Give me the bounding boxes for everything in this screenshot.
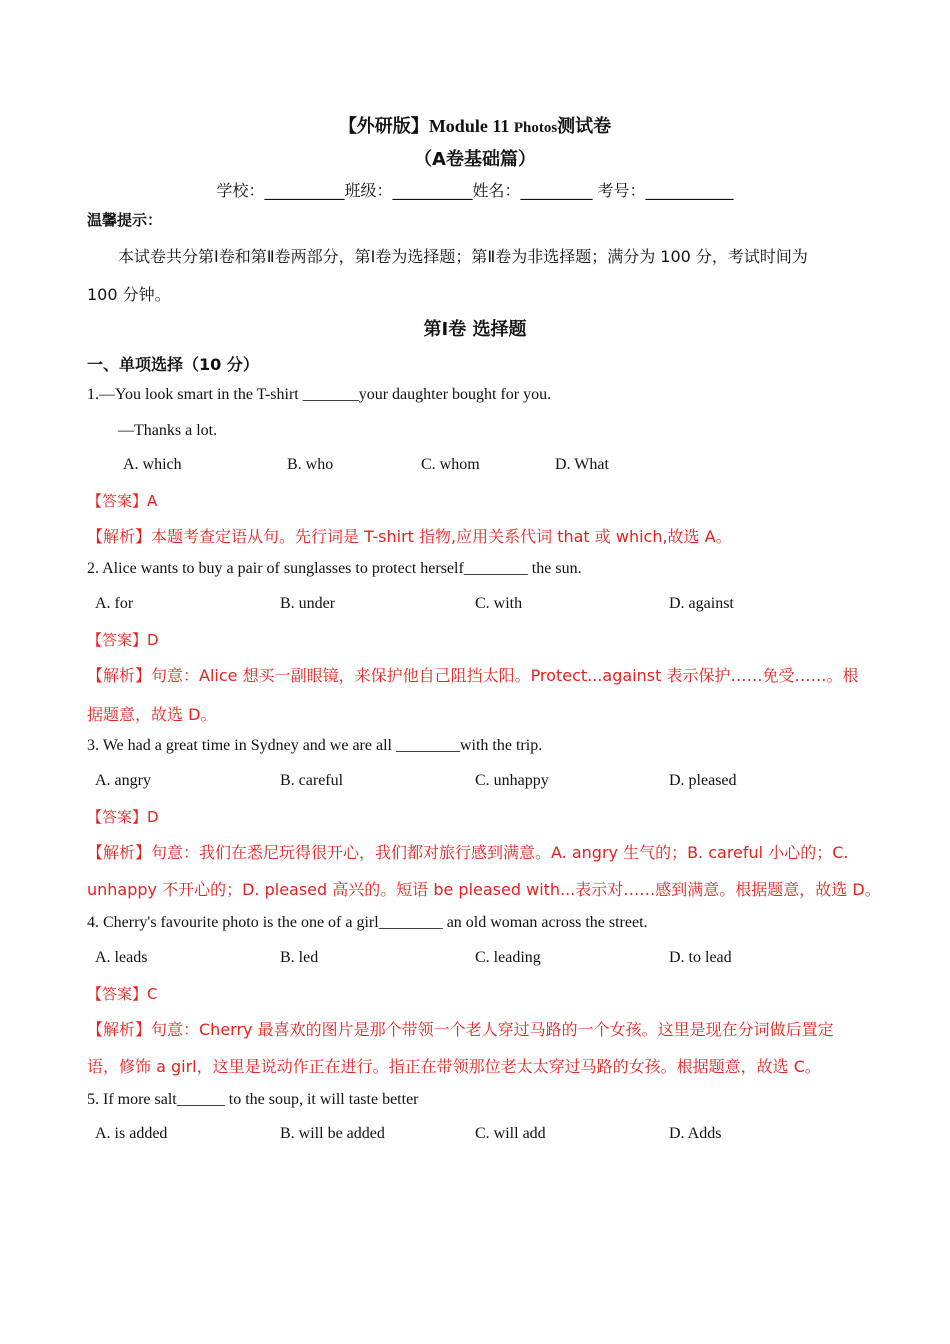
question-3-stem: 3. We had a great time in Sydney and we are all ________with the trip.: [87, 737, 543, 754]
question-3-option-d: D. pleased: [669, 772, 737, 789]
question-4-option-b: B. led: [280, 949, 319, 966]
question-2-analysis-line-2: 据题意，故选 D。: [87, 705, 217, 724]
student-info-line: 学校：__________班级：__________姓名：_________ 考号：___________: [216, 181, 734, 200]
title-topic: Photos: [513, 120, 558, 136]
question-2-option-a: A. for: [95, 595, 134, 612]
question-2-answer: 【答案】D: [87, 631, 159, 649]
question-3-option-c: C. unhappy: [475, 772, 549, 789]
page-title: [0, 112, 950, 138]
question-2-analysis-line-1: 【解析】句意：Alice 想买一副眼镜，来保护他自己阻挡太阳。Protect...against 表示保护……免受……。根: [87, 666, 859, 685]
question-1-option-d: D. What: [555, 456, 609, 473]
question-3-option-b: B. careful: [280, 772, 344, 789]
title-suffix: 测试卷: [557, 116, 612, 137]
question-2-stem: 2. Alice wants to buy a pair of sunglasses to protect herself________ the sun.: [87, 560, 582, 577]
question-5-option-d: D. Adds: [669, 1125, 722, 1142]
question-2-option-c: C. with: [475, 595, 523, 612]
section-heading: 一、单项选择（10 分）: [87, 355, 259, 374]
question-2-option-d: D. against: [669, 595, 734, 612]
tips-line-1: 本试卷共分第Ⅰ卷和第Ⅱ卷两部分，第Ⅰ卷为选择题；第Ⅱ卷为非选择题；满分为 100 分，考试时间为: [118, 247, 808, 266]
question-4-option-d: D. to lead: [669, 949, 732, 966]
question-2-option-b: B. under: [280, 595, 336, 612]
title-module: Module 11: [428, 116, 510, 136]
question-4-stem: 4. Cherry's favourite photo is the one of a girl________ an old woman across the street.: [87, 914, 648, 931]
question-1-option-c: C. whom: [421, 456, 480, 473]
question-4-answer: 【答案】C: [87, 985, 158, 1003]
title-prefix: 【外研版】: [338, 116, 429, 137]
tips-line-2: 100 分钟。: [87, 285, 171, 304]
part-heading: 第Ⅰ卷 选择题: [423, 319, 527, 340]
question-1-option-b: B. who: [287, 456, 334, 473]
question-4-analysis-line-2: 语，修饰 a girl，这里是说动作正在进行。指正在带领那位老太太穿过马路的女孩。根据题意，故选 C。: [87, 1057, 821, 1076]
question-1-answer: 【答案】A: [87, 492, 158, 510]
question-4-option-c: C. leading: [475, 949, 541, 966]
question-5-option-c: C. will add: [475, 1125, 546, 1142]
question-5-option-a: A. is added: [95, 1125, 168, 1142]
question-4-option-a: A. leads: [95, 949, 148, 966]
subtitle: （A卷基础篇）: [414, 149, 536, 170]
question-5-stem: 5. If more salt______ to the soup, it will taste better: [87, 1091, 419, 1108]
question-5-option-b: B. will be added: [280, 1125, 385, 1142]
question-3-analysis-line-1: 【解析】句意：我们在悉尼玩得很开心，我们都对旅行感到满意。A. angry 生气的；B. careful 小心的；C.: [87, 843, 849, 862]
question-3-option-a: A. angry: [95, 772, 151, 789]
question-3-answer: 【答案】D: [87, 808, 159, 826]
question-1-stem: 1.—You look smart in the T-shirt _______your daughter bought for you.: [87, 386, 552, 403]
question-1-reply: —Thanks a lot.: [118, 422, 218, 439]
question-1-option-a: A. which: [123, 456, 182, 473]
tips-heading: 温馨提示：: [87, 211, 163, 229]
question-3-analysis-line-2: unhappy 不开心的；D. pleased 高兴的。短语 be pleased with...表示对……感到满意。根据题意，故选 D。: [87, 880, 881, 899]
question-4-analysis-line-1: 【解析】句意：Cherry 最喜欢的图片是那个带领一个老人穿过马路的一个女孩。这里是现在分词做后置定: [87, 1020, 834, 1039]
question-1-analysis: 【解析】本题考查定语从句。先行词是 T-shirt 指物,应用关系代词 that 或 which,故选 A。: [87, 527, 732, 546]
